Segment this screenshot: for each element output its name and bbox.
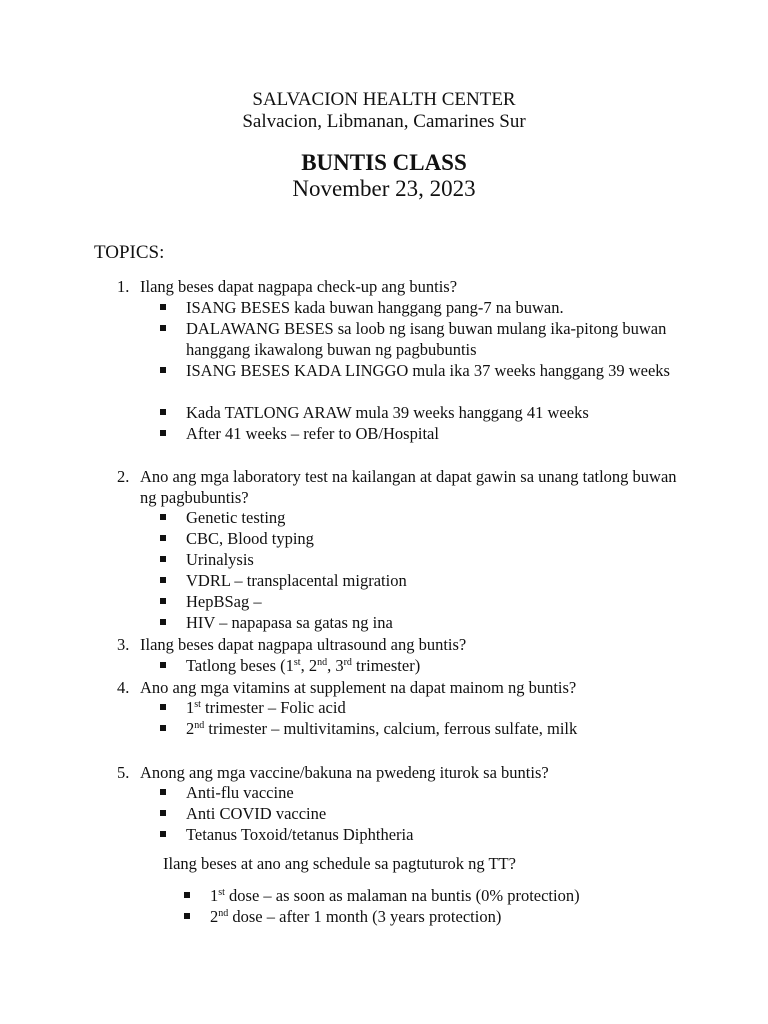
- class-date: November 23, 2023: [292, 176, 476, 201]
- bullet-icon: [160, 325, 166, 331]
- title-block: [0, 150, 768, 202]
- header-block: [0, 89, 768, 133]
- question-text: Ano ang mga vitamins at supplement na dapat mainom ng buntis?: [140, 678, 577, 697]
- bullet-icon: [160, 430, 166, 436]
- bullet-text: 1st trimester – Folic acid: [186, 698, 346, 717]
- question-number: 1.: [117, 277, 130, 296]
- bullet-text: After 41 weeks – refer to OB/Hospital: [186, 424, 439, 443]
- bullet-icon: [160, 789, 166, 795]
- bullet-icon: [184, 892, 190, 898]
- bullet-text: Genetic testing: [186, 508, 286, 527]
- bullet-text: Anti-flu vaccine: [186, 783, 294, 802]
- bullet-icon: [160, 367, 166, 373]
- question-text: Ano ang mga laboratory test na kailangan at dapat gawin sa unang tatlong buwan ng pagbubuntis?: [140, 467, 677, 507]
- bullet-text: 1st dose – as soon as malaman na buntis (0% protection): [210, 886, 580, 905]
- bullet-icon: [160, 556, 166, 562]
- schedule-question: Ilang beses at ano ang schedule sa pagtuturok ng TT?: [163, 854, 516, 873]
- bullet-icon: [160, 831, 166, 837]
- bullet-icon: [160, 662, 166, 668]
- bullet-icon: [160, 810, 166, 816]
- bullet-text: Kada TATLONG ARAW mula 39 weeks hanggang 41 weeks: [186, 403, 589, 422]
- question-number: 3.: [117, 635, 130, 654]
- page-title: BUNTIS CLASS: [301, 150, 467, 175]
- bullet-icon: [160, 598, 166, 604]
- bullet-text: CBC, Blood typing: [186, 529, 314, 548]
- bullet-icon: [160, 409, 166, 415]
- bullet-icon: [160, 304, 166, 310]
- bullet-icon: [160, 514, 166, 520]
- bullet-icon: [160, 535, 166, 541]
- org-address: Salvacion, Libmanan, Camarines Sur: [242, 111, 526, 132]
- bullet-text: Tatlong beses (1st, 2nd, 3rd trimester): [186, 656, 421, 675]
- bullet-text: ISANG BESES KADA LINGGO mula ika 37 weeks hanggang 39 weeks: [186, 361, 670, 380]
- question-text: Anong ang mga vaccine/bakuna na pwedeng iturok sa buntis?: [140, 763, 549, 782]
- bullet-text: HIV – napapasa sa gatas ng ina: [186, 613, 393, 632]
- question-number: 5.: [117, 763, 130, 782]
- question-text: Ilang beses dapat nagpapa check-up ang buntis?: [140, 277, 458, 296]
- question-text: Ilang beses dapat nagpapa ultrasound ang buntis?: [140, 635, 467, 654]
- bullet-icon: [160, 619, 166, 625]
- bullet-text: 2nd dose – after 1 month (3 years protection): [210, 907, 502, 926]
- bullet-text: DALAWANG BESES sa loob ng isang buwan mulang ika-pitong buwan hanggang ikawalong buwan ng pagbubuntis: [186, 319, 667, 359]
- bullet-text: 2nd trimester – multivitamins, calcium, ferrous sulfate, milk: [186, 719, 578, 738]
- bullet-icon: [184, 913, 190, 919]
- bullet-icon: [160, 577, 166, 583]
- bullet-text: HepBSag –: [186, 592, 262, 611]
- bullet-text: VDRL – transplacental migration: [186, 571, 407, 590]
- org-name: SALVACION HEALTH CENTER: [252, 89, 516, 110]
- bullet-text: Tetanus Toxoid/tetanus Diphtheria: [186, 825, 414, 844]
- bullet-text: Anti COVID vaccine: [186, 804, 327, 823]
- bullet-text: ISANG BESES kada buwan hanggang pang-7 na buwan.: [186, 298, 564, 317]
- question-number: 4.: [117, 678, 130, 697]
- topics-label: TOPICS:: [94, 242, 165, 263]
- question-number: 2.: [117, 467, 130, 486]
- bullet-icon: [160, 725, 166, 731]
- bullet-icon: [160, 704, 166, 710]
- bullet-text: Urinalysis: [186, 550, 254, 569]
